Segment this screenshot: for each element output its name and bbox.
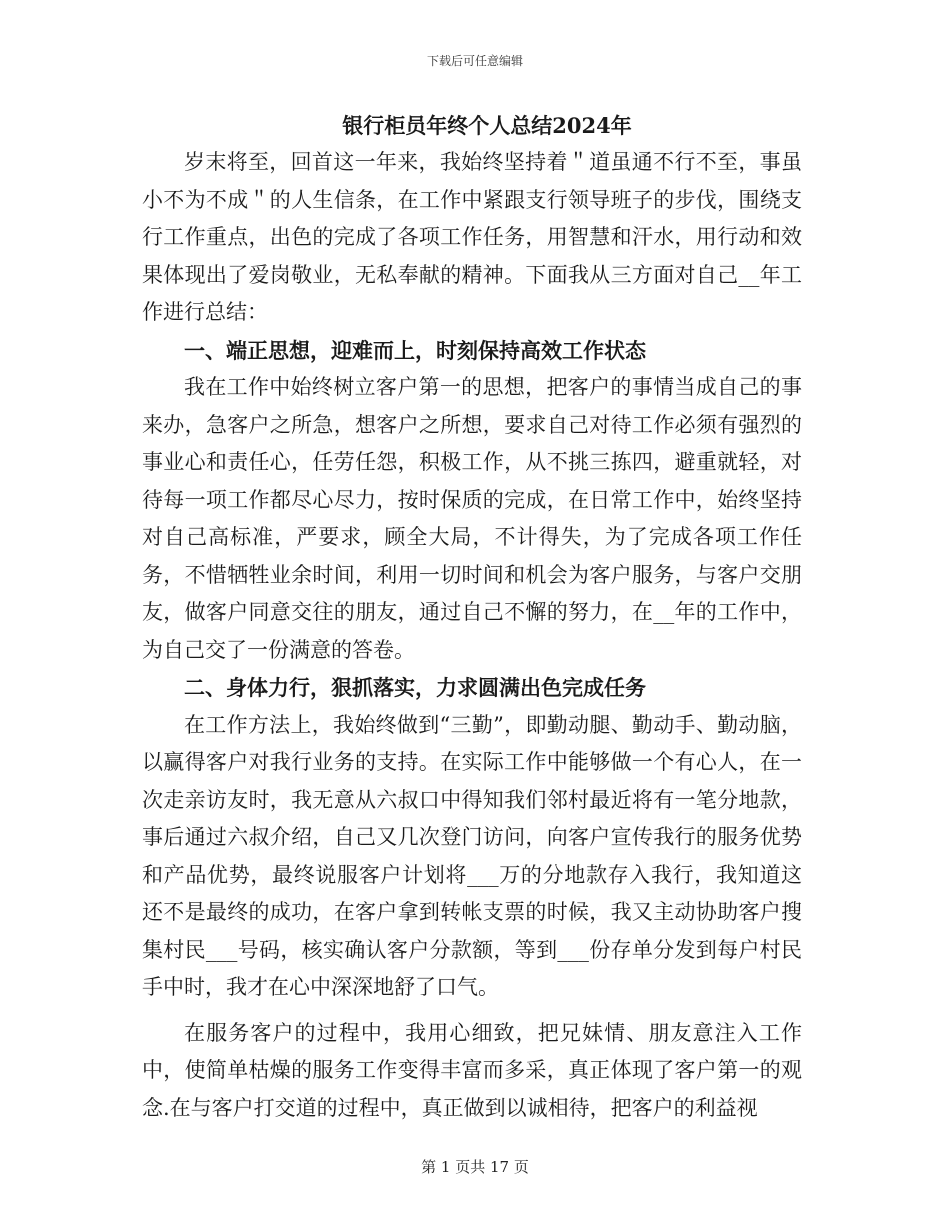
header-note: 下载后可任意编辑 [426, 54, 523, 68]
paragraph-section-2a: 在工作方法上，我始终做到“三勤”，即勤动腿、勤动手、勤动脑，以赢得客户对我行业务的支持。在实际工作中能够做一个有心人，在一次走亲访友时，我无意从六叔口中得知我们邻村最近将有一笔分地款，事后通过六叔介绍，自己又几次登门访问，向客户宣传我行的服务优势和产品优势，最终说服客户计划将___万的分地款存入我行，我知道这还不是最终的成功，在客户拿到转帐支票的时候，我又主动协助客户搜集村民___号码，核实确认客户分款额，等到___份存单分发到每户村民手中时，我才在心中深深地舒了口气。 [142, 712, 802, 999]
document-body [142, 108, 802, 1127]
section-heading-2: 二、身体力行，狠抓落实，力求圆满出色完成任务 [184, 675, 646, 700]
paragraph-section-2b: 在服务客户的过程中，我用心细致，把兄妹情、朋友意注入工作中，使简单枯燥的服务工作变得丰富而多采，真正体现了客户第一的观念.在与客户打交道的过程中，真正做到以诚相待，把客户的利益视 [142, 1020, 802, 1120]
section-heading-1: 一、端正思想，迎难而上，时刻保持高效工作状态 [184, 337, 646, 363]
page-number: 第 1 页共 17 页 [421, 1158, 529, 1176]
paragraph-section-1: 我在工作中始终树立客户第一的思想，把客户的事情当成自己的事来办，急客户之所急，想客户之所想，要求自己对待工作必须有强烈的事业心和责任心，任劳任怨，积极工作，从不挑三拣四，避重就轻，对待每一项工作都尽心尽力，按时保质的完成，在日常工作中，始终坚持对自己高标准，严要求，顾全大局，不计得失，为了完成各项工作任务，不惜牺牲业余时间，利用一切时间和机会为客户服务，与客户交朋友，做客户同意交往的朋友，通过自己不懈的努力，在__年的工作中，为自己交了一份满意的答卷。 [142, 375, 802, 662]
paragraph-intro: 岁末将至，回首这一年来，我始终坚持着＂道虽通不行不至，事虽小不为不成＂的人生信条，在工作中紧跟支行领导班子的步伐，围绕支行工作重点，出色的完成了各项工作任务，用智慧和汗水，用行动和效果体现出了爱岗敬业，无私奉献的精神。下面我从三方面对自己__年工作进行总结： [142, 150, 802, 324]
document-title: 银行柜员年终个人总结2024年 [342, 113, 632, 138]
